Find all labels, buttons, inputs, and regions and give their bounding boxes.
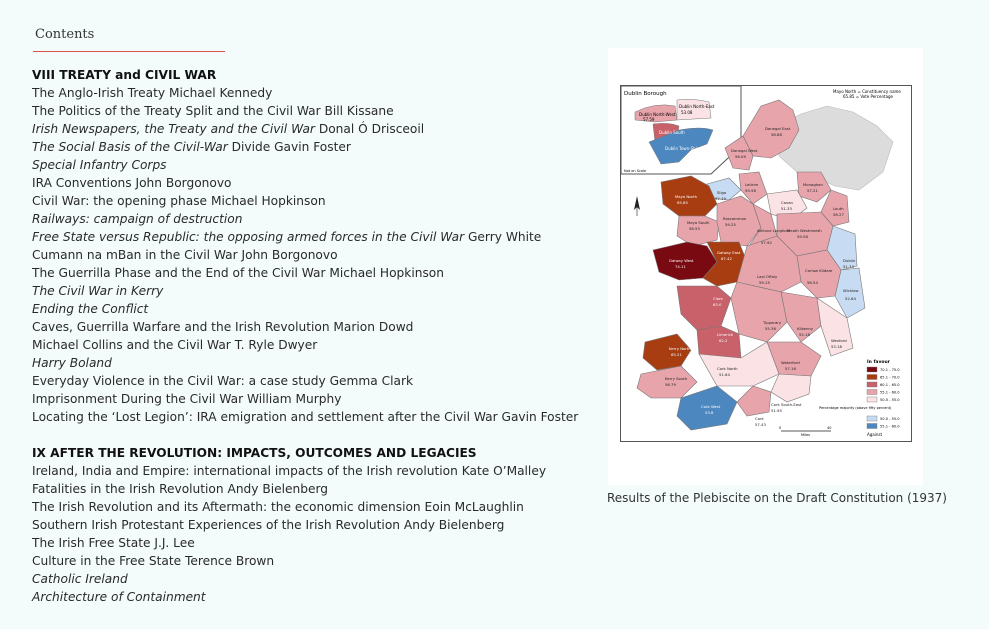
entry-title: Free State versus Republic: the opposing armed forces in the Civil War (32, 230, 465, 244)
value-sligo: 52.49 (715, 196, 726, 201)
toc-entry[interactable] (32, 552, 592, 570)
value-leitrim: 59.58 (745, 188, 756, 193)
value-athlone-longford: 57.92 (761, 240, 772, 245)
label-cavan: Cavan (781, 200, 793, 205)
entry-author: T. Ryle Dwyer (234, 338, 318, 352)
entry-author: Divide Gavin Foster (231, 140, 351, 154)
inset-label-ne: Dublin North-East (679, 104, 715, 109)
value-donegal-east: 58.88 (771, 132, 782, 137)
scale-label: Miles (801, 433, 810, 437)
value-meath-westmeath: 59.58 (797, 234, 808, 239)
value-louth: 56.27 (833, 212, 844, 217)
entry-title: The Guerrilla Phase and the End of the Civil War (32, 266, 326, 280)
label-meath-westmeath: Meath Westmeath (787, 228, 822, 233)
label-mayo-south: Mayo South (687, 220, 710, 225)
entry-title: Catholic Ireland (32, 572, 128, 586)
section-title: IX AFTER THE REVOLUTION: IMPACTS, OUTCOMES AND LEGACIES (32, 446, 477, 460)
entry-author: Eoin McLaughlin (424, 500, 524, 514)
toc-entry[interactable] (32, 246, 592, 264)
label-sligo: Sligo (717, 190, 727, 195)
value-roscommon: 59.25 (725, 222, 736, 227)
legend-favour-swatch (867, 397, 877, 402)
label-mayo-north: Mayo North (675, 194, 697, 199)
value-mayo-south: 58.55 (689, 226, 700, 231)
legend-against-swatch (867, 424, 877, 429)
toc-entry[interactable] (32, 516, 592, 534)
label-roscommon: Roscommon (723, 216, 747, 221)
key-note-1: Mayo North = Constituency name (833, 89, 901, 94)
entry-author: Michael Hopkinson (210, 194, 326, 208)
toc-entry[interactable] (32, 84, 592, 102)
label-cork-north: Cork North (717, 366, 738, 371)
value-galway-east: 67.42 (721, 256, 732, 261)
dublin-inset (621, 86, 741, 174)
label-louth: Louth (833, 206, 844, 211)
legend-favour-label: 60.1 - 65.0 (880, 383, 900, 388)
legend-favour-label: 50.0 - 55.0 (880, 398, 900, 403)
inset-value-nw: 57.59 (643, 117, 655, 122)
value-wicklow: 52.64 (845, 296, 856, 301)
legend-against-title: Against (867, 432, 883, 437)
entry-author: J.J. Lee (154, 536, 195, 550)
label-cork-west: Cork West (701, 404, 721, 409)
label-leitrim: Leitrim (745, 182, 759, 187)
inset-footnote: Not on Scale (624, 169, 647, 173)
entry-title: Special Infantry Corps (32, 158, 167, 172)
toc-entry[interactable] (32, 570, 592, 588)
entry-title: The Politics of the Treaty Split and the Civil War (32, 104, 321, 118)
entry-title: Railways: campaign of destruction (32, 212, 243, 226)
entry-author: John Borgonovo (135, 176, 232, 190)
entry-author: Gavin Foster (501, 410, 579, 424)
toc-entry[interactable] (32, 282, 592, 300)
entry-title: Locating the ‘Lost Legion’: IRA emigration and settlement after the Civil War (32, 410, 498, 424)
map-figure (608, 48, 923, 485)
label-galway-west: Galway West (669, 258, 694, 263)
entry-author: Bill Kissane (324, 104, 394, 118)
toc-section (32, 66, 592, 426)
toc-entry[interactable] (32, 354, 592, 372)
region-clare (677, 286, 731, 330)
value-kerry-north: 65.21 (671, 352, 682, 357)
value-cork: 57.43 (755, 422, 766, 427)
entry-title: Culture in the Free State (32, 554, 182, 568)
toc-entry[interactable] (32, 588, 592, 606)
label-kerry-north: Kerry North (669, 346, 691, 351)
toc-entry[interactable] (32, 228, 592, 246)
entry-author: John Borgonovo (241, 248, 338, 262)
value-tipperary: 55.36 (765, 326, 776, 331)
toc-entry[interactable] (32, 336, 592, 354)
toc-entry[interactable] (32, 318, 592, 336)
label-donegal-west: Donegal West (731, 148, 758, 153)
entry-title: Harry Boland (32, 356, 112, 370)
entry-author: Kate O’Malley (461, 464, 547, 478)
entry-title: The Irish Free State (32, 536, 151, 550)
toc-entry[interactable] (32, 480, 592, 498)
toc-entry[interactable] (32, 156, 592, 174)
entry-title: Caves, Guerrilla Warfare and the Irish Revolution (32, 320, 330, 334)
label-waterford: Waterford (781, 360, 800, 365)
label-tipperary: Tipperary (763, 320, 782, 325)
entry-title: The Irish Revolution and its Aftermath: the economic dimension (32, 500, 421, 514)
entry-title: The Social Basis of the Civil-War (32, 140, 228, 154)
toc-entry[interactable] (32, 138, 592, 156)
entry-author: Gerry White (467, 230, 542, 244)
plebiscite-map (621, 86, 911, 441)
legend-favour-label: 55.1 - 60.0 (880, 390, 900, 395)
entry-title: Ireland, India and Empire: international impacts of the Irish revolution (32, 464, 458, 478)
toc-entry[interactable] (32, 300, 592, 318)
value-wexford: 53.18 (831, 344, 842, 349)
region-cork-south-east (771, 374, 811, 402)
legend-favour-swatch (867, 382, 877, 387)
toc-entry[interactable] (32, 498, 592, 516)
label-athlone-longford: Athlone Longford (757, 228, 790, 233)
entry-title: IRA Conventions (32, 176, 132, 190)
legend-favour-swatch (867, 390, 877, 395)
value-carlow-kildare: 56.54 (807, 280, 818, 285)
map-caption: Results of the Plebiscite on the Draft Constitution (1937) (607, 491, 947, 505)
toc-entry[interactable] (32, 534, 592, 552)
label-wexford: Wexford (831, 338, 847, 343)
label-limerick: Limerick (717, 332, 734, 337)
toc-entry[interactable] (32, 372, 592, 390)
toc-entry[interactable] (32, 264, 592, 282)
entry-author: Michael Hopkinson (329, 266, 444, 280)
entry-title: Imprisonment During the Civil War (32, 392, 244, 406)
legend-favour-swatch (867, 375, 877, 380)
label-donegal-east: Donegal East (765, 126, 791, 131)
entry-author: Donal Ó Drisceoil (318, 122, 425, 136)
scale-zero: 0 (779, 426, 782, 430)
legend-note: Percentage majority (above fifty percent) (819, 406, 892, 410)
section-title: VIII TREATY and CIVIL WAR (32, 68, 217, 82)
entry-title: Irish Newspapers, the Treaty and the Civil War (32, 122, 315, 136)
label-kilkenny: Kilkenny (797, 326, 814, 331)
table-of-contents (32, 66, 592, 624)
label-monaghan: Monaghan (803, 182, 823, 187)
legend-favour-swatch (867, 367, 877, 372)
label-dublin: Dublin (843, 258, 856, 263)
label-carlow-kildare: Carlow Kildare (805, 268, 833, 273)
legend-against-swatch (867, 416, 877, 421)
label-galway-east: Galway East (717, 250, 741, 255)
value-kerry-south: 56.79 (665, 382, 676, 387)
value-laoi-offaly: 59.15 (759, 280, 770, 285)
entry-title: Michael Collins and the Civil War (32, 338, 231, 352)
entry-title: Civil War: the opening phase (32, 194, 208, 208)
toc-entry[interactable] (32, 120, 592, 138)
entry-title: Ending the Conflict (32, 302, 149, 316)
entry-title: Fatalities in the Irish Revolution (32, 482, 224, 496)
label-wicklow: Wicklow (843, 288, 859, 293)
entry-author: Terence Brown (184, 554, 275, 568)
legend-against-label: 55.1 - 60.0 (880, 424, 900, 429)
inset-title: Dublin Borough (624, 91, 667, 97)
entry-title: Cumann na mBan in the Civil War (32, 248, 238, 262)
label-kerry-south: Kerry South (665, 376, 688, 381)
value-waterford: 57.16 (785, 366, 796, 371)
legend-favour-label: 70.1 - 75.0 (880, 368, 900, 373)
key-note-2: 65.85 = Vote Percentage (843, 94, 894, 99)
toc-entry[interactable] (32, 192, 592, 210)
inset-label-south: Dublin South (659, 130, 685, 135)
scale-bar (779, 426, 831, 437)
value-mayo-north: 65.85 (677, 200, 688, 205)
entry-author: Gemma Clark (329, 374, 414, 388)
value-cavan: 51.33 (781, 206, 792, 211)
toc-section (32, 444, 592, 606)
entry-author: Andy Bielenberg (227, 482, 328, 496)
toc-entry[interactable] (32, 102, 592, 120)
value-limerick: 62.2 (719, 338, 728, 343)
contents-heading: Contents (35, 27, 95, 42)
map-frame (620, 85, 912, 442)
north-arrow-icon (634, 196, 640, 216)
label-laoi-offaly: Laoi Offaly (757, 274, 778, 279)
legend-title: In favour (867, 360, 890, 365)
region-kerry-north (643, 334, 691, 370)
entry-author: Michael Kennedy (168, 86, 273, 100)
entry-title: Architecture of Containment (32, 590, 206, 604)
entry-author: Andy Bielenberg (403, 518, 505, 532)
label-cork: Cork (755, 416, 764, 421)
value-cork-north: 51.64 (719, 372, 730, 377)
entry-title: The Civil War in Kerry (32, 284, 164, 298)
legend-against-label: 50.0 - 55.0 (880, 417, 900, 422)
value-cork-south-east: 51.95 (771, 408, 782, 413)
inset-value-ne: 53.08 (681, 110, 693, 115)
entry-title: The Anglo-Irish Treaty (32, 86, 166, 100)
value-kilkenny: 55.18 (799, 332, 810, 337)
entry-author: Marion Dowd (333, 320, 414, 334)
value-donegal-west: 56.09 (735, 154, 746, 159)
entry-title: Everyday Violence in the Civil War: a case study (32, 374, 326, 388)
value-monaghan: 57.21 (807, 188, 818, 193)
entry-title: Southern Irish Protestant Experiences of the Irish Revolution (32, 518, 401, 532)
label-clare: Clare (713, 296, 723, 301)
inset-label-nw: Dublin North-West (639, 112, 676, 117)
value-clare: 63.0 (713, 302, 722, 307)
toc-entry[interactable] (32, 462, 592, 480)
contents-divider (33, 51, 225, 52)
value-cork-west: 53.8 (705, 410, 714, 415)
toc-entry[interactable] (32, 390, 592, 408)
value-galway-west: 74.11 (675, 264, 686, 269)
toc-entry[interactable] (32, 174, 592, 192)
toc-entry[interactable] (32, 210, 592, 228)
entry-author: William Murphy (246, 392, 342, 406)
toc-entry[interactable] (32, 408, 592, 426)
legend-favour-label: 65.1 - 70.0 (880, 375, 900, 380)
scale-max: 40 (827, 426, 832, 430)
inset-label-township: Dublin Town-Ship (665, 146, 700, 151)
label-cork-south-east: Cork South-East (771, 402, 802, 407)
value-dublin: 51.74 (843, 264, 854, 269)
region-cork (737, 386, 771, 416)
